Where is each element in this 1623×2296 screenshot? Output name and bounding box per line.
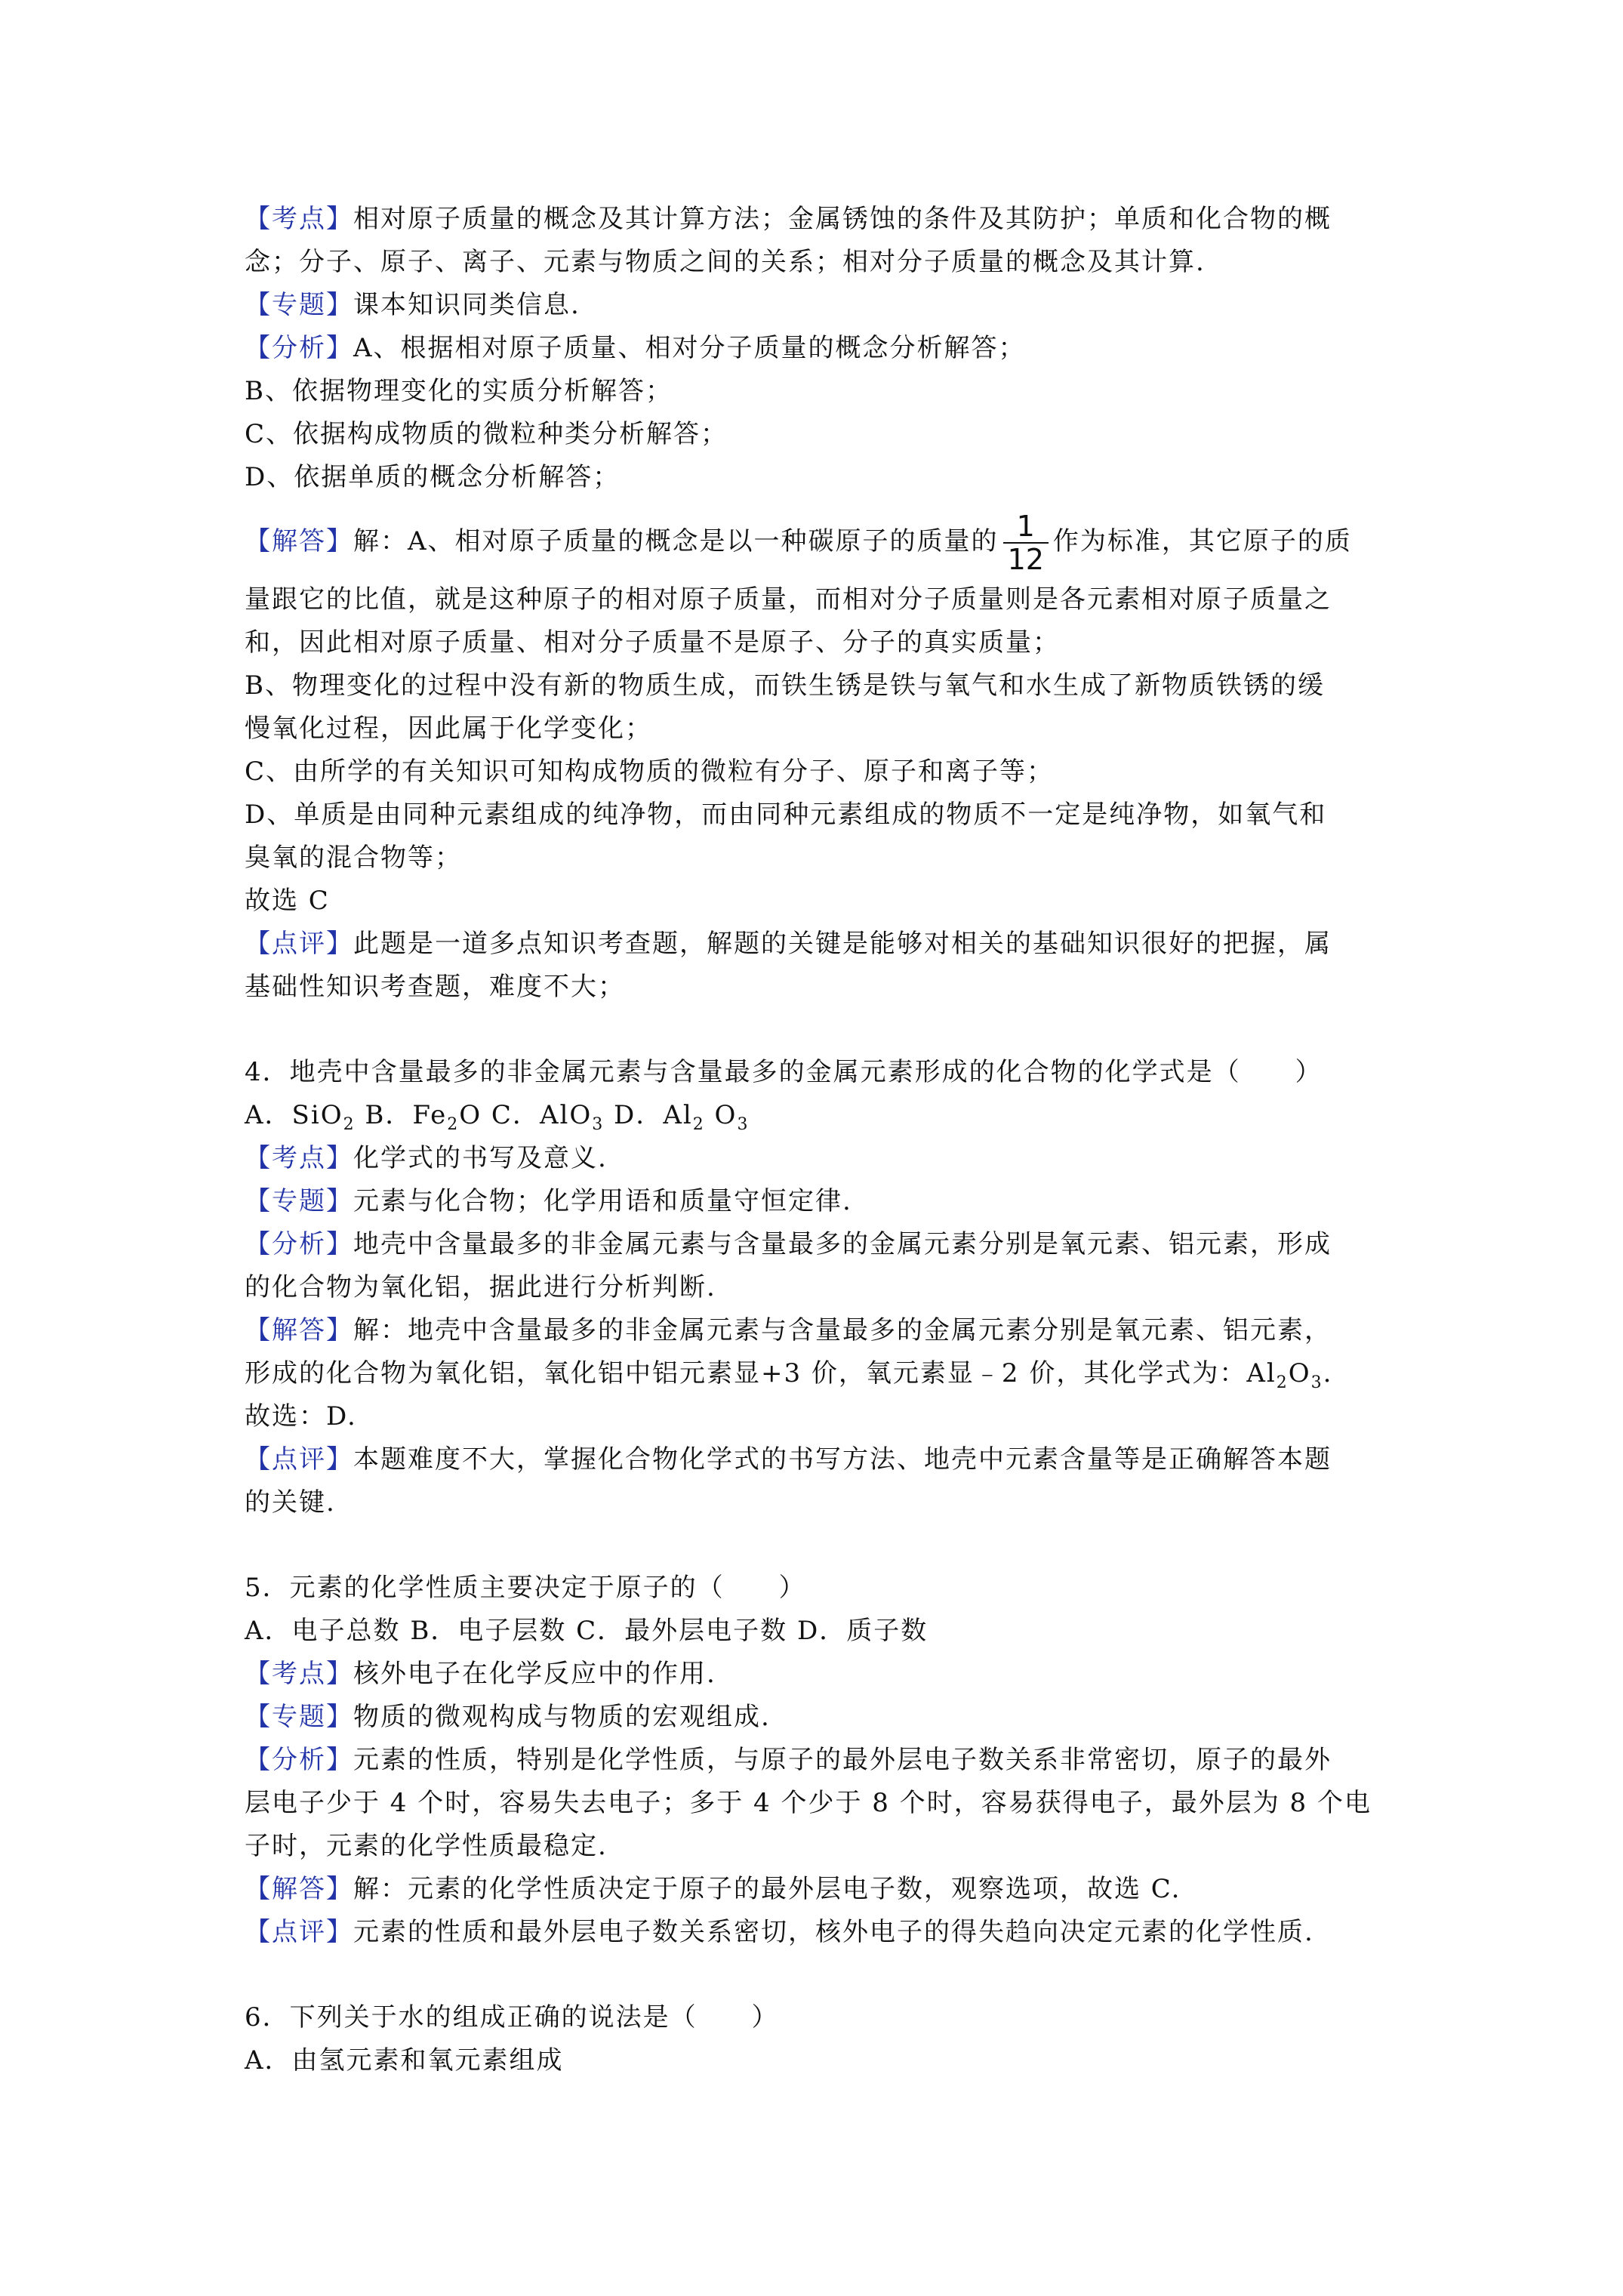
q3-fenxi-line-4: D、依据单质的概念分析解答； xyxy=(245,462,621,492)
q3-jieda-line-3: 和，因此相对原子质量、相对分子质量不是原子、分子的真实质量； xyxy=(245,627,1060,658)
kaodian-tag: 【考点】 xyxy=(245,1659,353,1689)
q3-jieda-line-7: D、单质是由同种元素组成的纯净物，而由同种元素组成的物质不一定是纯净物，如氧气和 xyxy=(245,800,1327,830)
one-twelfth-fraction xyxy=(1003,510,1049,575)
q4-jieda-line-2 xyxy=(245,1357,1332,1390)
q4-option-b-tail: O C．AlO xyxy=(459,1100,593,1130)
q4-option-d: D．Al xyxy=(604,1100,693,1130)
q4-jieda-period: . xyxy=(1323,1358,1333,1388)
q3-dianping-line-2: 基础性知识考查题，难度不大； xyxy=(245,972,625,1002)
q3-kaodian-text-1: 相对原子质量的概念及其计算方法；金属锈蚀的条件及其防护；单质和化合物的概 xyxy=(353,204,1332,234)
fenxi-tag: 【分析】 xyxy=(245,1229,353,1259)
q4-dianping-text-1: 本题难度不大，掌握化合物化学式的书写方法、地壳中元素含量等是正确解答本题 xyxy=(353,1444,1332,1475)
fraction-denominator: 12 xyxy=(1007,543,1044,576)
q4-zhuanti-text: 元素与化合物；化学用语和质量守恒定律. xyxy=(353,1186,852,1216)
q3-jieda-text-1a: 解：A、相对原子质量的概念是以一种碳原子的质量的 xyxy=(353,526,999,556)
subscript: 2 xyxy=(1276,1373,1289,1392)
kaodian-tag: 【考点】 xyxy=(245,204,353,234)
subscript: 2 xyxy=(692,1114,705,1134)
jieda-tag: 【解答】 xyxy=(245,1874,353,1904)
q5-fenxi-line-2: 层电子少于 4 个时，容易失去电子；多于 4 个少于 8 个时，容易获得电子，最外层为 8 个电 xyxy=(245,1788,1372,1818)
q5-stem: 5．元素的化学性质主要决定于原子的（ ） xyxy=(245,1573,806,1603)
subscript: 3 xyxy=(592,1114,605,1134)
q4-kaodian-text: 化学式的书写及意义. xyxy=(353,1143,608,1173)
q4-options xyxy=(245,1099,749,1132)
q5-options: A．电子总数 B．电子层数 C．最外层电子数 D．质子数 xyxy=(245,1616,929,1646)
q4-kaodian-line xyxy=(245,1142,608,1175)
q5-fenxi-text-1: 元素的性质，特别是化学性质，与原子的最外层电子数关系非常密切，原子的最外 xyxy=(353,1745,1332,1775)
dianping-tag: 【点评】 xyxy=(245,929,353,959)
q3-jieda-line-9: 故选 C xyxy=(245,886,330,916)
q4-dianping-line-1 xyxy=(245,1443,1332,1476)
q3-fenxi-text-1: A、根据相对原子质量、相对分子质量的概念分析解答； xyxy=(353,333,1026,363)
q4-option-d-tail: O xyxy=(704,1100,738,1130)
q4-jieda-line-1 xyxy=(245,1314,1332,1347)
q5-kaodian-text: 核外电子在化学反应中的作用. xyxy=(353,1659,716,1689)
subscript: 3 xyxy=(1310,1373,1323,1392)
q3-jieda-line-2: 量跟它的比值，就是这种原子的相对原子质量，而相对分子质量则是各元素相对原子质量之 xyxy=(245,584,1332,615)
q4-dianping-line-2: 的关键. xyxy=(245,1487,336,1518)
q4-fenxi-line-2: 的化合物为氧化铝，据此进行分析判断. xyxy=(245,1272,716,1302)
q5-fenxi-line-3: 子时，元素的化学性质最稳定. xyxy=(245,1831,608,1861)
q3-jieda-text-1b: 作为标准，其它原子的质 xyxy=(1052,526,1352,556)
q5-zhuanti-line xyxy=(245,1700,771,1734)
fraction-numerator: 1 xyxy=(1003,510,1049,544)
q3-fenxi-line-1 xyxy=(245,331,1026,365)
q4-jieda-oxygen: O xyxy=(1288,1358,1311,1388)
q4-fenxi-line-1 xyxy=(245,1228,1332,1261)
subscript: 2 xyxy=(343,1114,356,1134)
q5-dianping-line xyxy=(245,1915,1314,1949)
q3-fenxi-line-2: B、依据物理变化的实质分析解答； xyxy=(245,376,673,406)
q4-stem: 4．地壳中含量最多的非金属元素与含量最多的金属元素形成的化合物的化学式是（ ） xyxy=(245,1057,1323,1087)
subscript: 3 xyxy=(737,1114,750,1134)
q3-jieda-line-1 xyxy=(245,507,1352,575)
q5-zhuanti-text: 物质的微观构成与物质的宏观组成. xyxy=(353,1702,771,1732)
q3-dianping-line-1 xyxy=(245,927,1332,960)
kaodian-tag: 【考点】 xyxy=(245,1143,353,1173)
fenxi-tag: 【分析】 xyxy=(245,333,353,363)
subscript: 2 xyxy=(447,1114,460,1134)
q5-fenxi-line-1 xyxy=(245,1743,1332,1777)
q3-jieda-line-4: B、物理变化的过程中没有新的物质生成，而铁生锈是铁与氧气和水生成了新物质铁锈的缓 xyxy=(245,670,1325,701)
dianping-tag: 【点评】 xyxy=(245,1444,353,1475)
fenxi-tag: 【分析】 xyxy=(245,1745,353,1775)
q5-jieda-text: 解：元素的化学性质决定于原子的最外层电子数，观察选项，故选 C. xyxy=(353,1874,1181,1904)
q3-kaodian-line-2: 念；分子、原子、离子、元素与物质之间的关系；相对分子质量的概念及其计算. xyxy=(245,247,1206,277)
zhuanti-tag: 【专题】 xyxy=(245,1186,353,1216)
q4-option-b: B．Fe xyxy=(355,1100,448,1130)
q3-fenxi-line-3: C、依据构成物质的微粒种类分析解答； xyxy=(245,419,728,449)
jieda-tag: 【解答】 xyxy=(245,1315,353,1345)
q3-dianping-text-1: 此题是一道多点知识考查题，解题的关键是能够对相关的基础知识很好的把握，属 xyxy=(353,929,1332,959)
q4-jieda-text-2: 形成的化合物为氧化铝，氧化铝中铝元素显+3 价，氧元素显﹣2 价，其化学式为：Al xyxy=(245,1358,1277,1388)
q6-stem: 6．下列关于水的组成正确的说法是（ ） xyxy=(245,2002,779,2032)
jieda-tag: 【解答】 xyxy=(245,526,353,556)
q5-jieda-line xyxy=(245,1872,1181,1906)
q3-kaodian-line-1 xyxy=(245,202,1332,236)
q4-fenxi-text-1: 地壳中含量最多的非金属元素与含量最多的金属元素分别是氧元素、铝元素，形成 xyxy=(353,1229,1332,1259)
zhuanti-tag: 【专题】 xyxy=(245,290,353,320)
q4-jieda-line-3: 故选：D. xyxy=(245,1401,357,1432)
q3-jieda-line-6: C、由所学的有关知识可知构成物质的微粒有分子、原子和离子等； xyxy=(245,757,1055,787)
dianping-tag: 【点评】 xyxy=(245,1917,353,1947)
q6-option-a: A．由氢元素和氧元素组成 xyxy=(245,2045,564,2076)
q4-zhuanti-line xyxy=(245,1185,852,1218)
q3-jieda-line-8: 臭氧的混合物等； xyxy=(245,843,462,873)
zhuanti-tag: 【专题】 xyxy=(245,1702,353,1732)
q4-option-a: A．SiO xyxy=(245,1100,343,1130)
q5-kaodian-line xyxy=(245,1657,716,1690)
q4-jieda-text-1: 解：地壳中含量最多的非金属元素与含量最多的金属元素分别是氧元素、铝元素， xyxy=(353,1315,1332,1345)
q3-zhuanti-text: 课本知识同类信息. xyxy=(353,290,581,320)
q3-zhuanti-line xyxy=(245,288,581,322)
q5-dianping-text: 元素的性质和最外层电子数关系密切，核外电子的得失趋向决定元素的化学性质. xyxy=(353,1917,1314,1947)
q3-jieda-line-5: 慢氧化过程，因此属于化学变化； xyxy=(245,713,652,744)
